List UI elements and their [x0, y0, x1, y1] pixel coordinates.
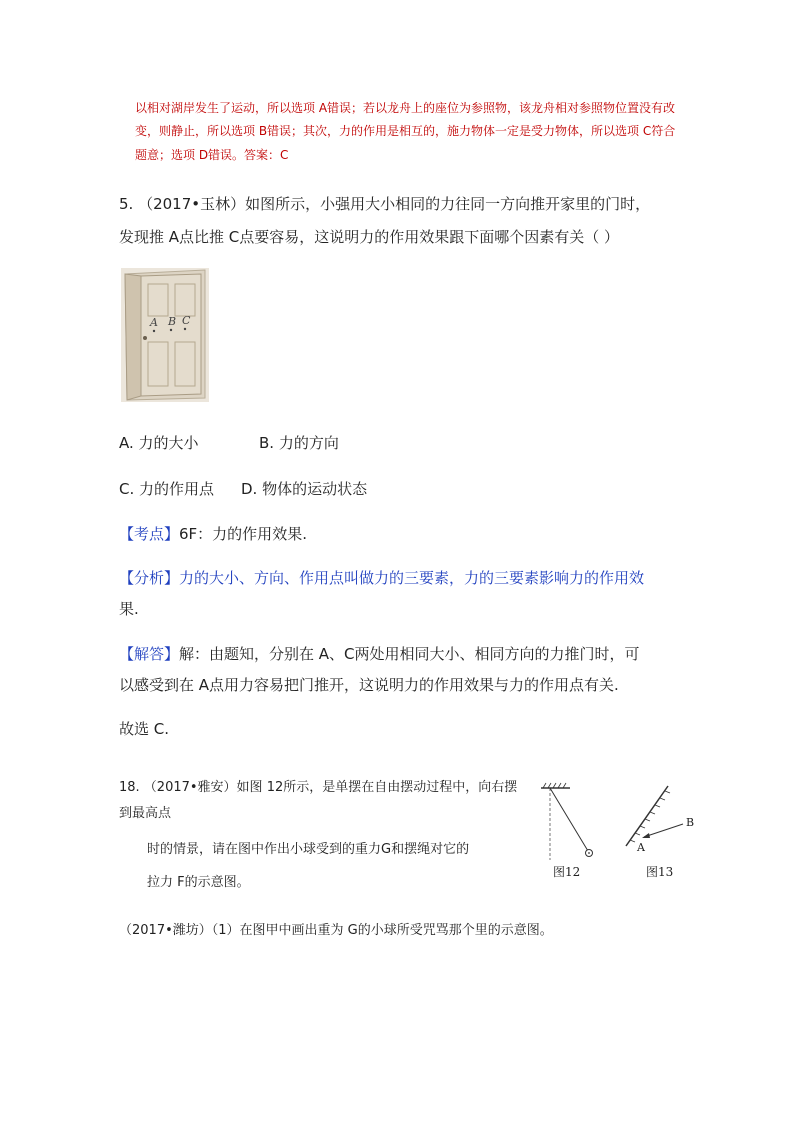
- kaodian-line: [119, 523, 307, 544]
- door-figure: [121, 268, 209, 402]
- q5-stem-line-1: [119, 193, 650, 214]
- figure-13-label-a: A: [637, 841, 645, 854]
- q5-stem-1: 如图所示，小强用大小相同的力往同一方向推开家里的门时，: [245, 195, 651, 213]
- figure-13-label-b: B: [686, 816, 695, 829]
- door-label-a: A: [150, 316, 158, 329]
- option-c: C. 力的作用点: [119, 480, 215, 498]
- figure-12-caption: 图12: [553, 865, 581, 879]
- answer-line-1: 以相对湖岸发生了运动，所以选项 A错误；若以龙舟上的座位为参照物，该龙舟相对参照物位置没有改: [135, 101, 676, 115]
- figure-13-caption: 图13: [646, 865, 674, 879]
- q5-number: 5.: [119, 195, 134, 213]
- kaodian-tag: 【考点】: [119, 525, 180, 543]
- jieda-line-2: 以感受到在 A点用力容易把门推开，这说明力的作用效果与力的作用点有关.: [119, 676, 619, 694]
- q18-line-3: 时的情景，请在图中作出小球受到的重力G和摆绳对它的: [147, 842, 470, 857]
- jieda-line-1: [119, 643, 640, 664]
- q18-line-2: 到最高点: [119, 806, 172, 821]
- final-answer: 故选 C.: [119, 720, 170, 738]
- option-a: A. 力的大小: [119, 434, 199, 452]
- q5-source: （2017•玉林）: [138, 195, 246, 213]
- option-b: B. 力的方向: [259, 434, 339, 452]
- jieda-text-1: 解：由题知，分别在 A、C两处用相同大小、相同方向的力推门时，可: [179, 645, 640, 663]
- q5-stem-line-2: 发现推 A点比推 C点要容易，这说明力的作用效果跟下面哪个因素有关（ ）: [119, 228, 620, 246]
- answer-line-3: 题意；选项 D错误。答案：C: [135, 148, 289, 162]
- fenxi-tag: 【分析】: [119, 569, 180, 587]
- figure-13-incline: [616, 782, 706, 882]
- door-label-b: B: [168, 315, 177, 328]
- q18-line-1: 18. （2017•雅安）如图 12所示，是单摆在自由摆动过程中，向右摆: [119, 780, 518, 795]
- jieda-tag: 【解答】: [119, 645, 180, 663]
- kaodian-text: 6F：力的作用效果.: [179, 525, 307, 543]
- fenxi-line-1: [119, 567, 644, 588]
- weifang-question: （2017•潍坊）（1）在图甲中画出重为 G的小球所受咒骂那个里的示意图。: [119, 923, 553, 938]
- fenxi-text-1: 力的大小、方向、作用点叫做力的三要素，力的三要素影响力的作用效: [179, 569, 645, 587]
- option-d: D. 物体的运动状态: [241, 480, 368, 498]
- figure-12-pendulum: [538, 782, 608, 882]
- door-label-c: C: [182, 314, 191, 327]
- answer-line-2: 变，则静止，所以选项 B错误；其次，力的作用是相互的，施力物体一定是受力物体，所以选项 C符合: [135, 124, 676, 138]
- q18-line-4: 拉力 F的示意图。: [147, 875, 250, 890]
- fenxi-line-2: 果.: [119, 600, 139, 618]
